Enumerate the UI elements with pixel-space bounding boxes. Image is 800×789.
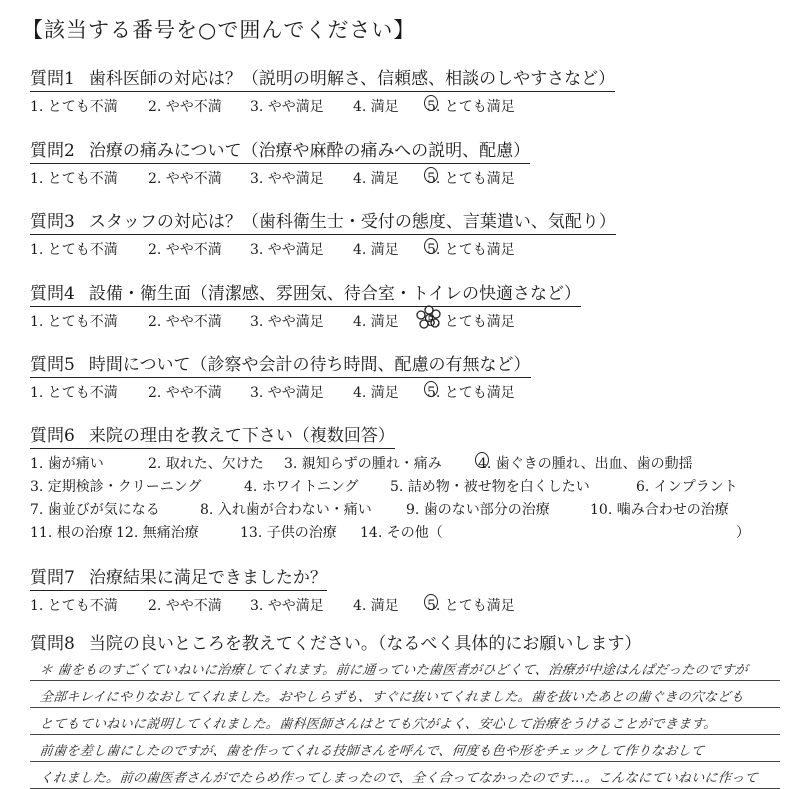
question-title: 質問8 当院の良いところを教えてください。（なるべく具体的にお願いします） [30,634,642,654]
reason-option[interactable]: 10. 噛み合わせの治療 [590,502,729,518]
answer-options [30,382,770,402]
option-3[interactable]: 3. やや満足 [250,314,324,330]
question-8 [30,629,770,656]
option-4[interactable]: 4. 満足 [353,99,399,115]
question-6 [30,421,770,543]
question-title: 質問5 時間について（診察や会計の待ち時間、配慮の有無など） [30,350,531,378]
reason-option[interactable]: 5. 詰め物・被せ物を白くしたい [390,479,590,495]
option-5[interactable]: 5. とても満足 [427,242,515,258]
reason-option[interactable]: 1. 歯が痛い [30,456,104,472]
answer-options [30,311,770,331]
question-title: 質問4 設備・衛生面（清潔感、雰囲気、待合室・トイレの快適さなど） [30,279,581,307]
reason-option[interactable]: 8. 入れ歯が合わない・痛い [200,502,372,518]
reason-option[interactable]: 4. ホワイトニング [244,479,359,495]
option-5[interactable]: 5. とても満足 [427,171,515,187]
question-title: 質問2 治療の痛みについて（治療や麻酔の痛みへの説明、配慮） [30,136,530,164]
option-1[interactable]: 1. とても不満 [30,99,118,115]
question-4 [30,279,770,331]
other-paren-close: ） [736,525,750,541]
question-3 [30,207,770,259]
answer-options [30,168,770,188]
option-5[interactable]: 5. とても満足 [427,99,515,115]
reason-options [30,451,770,543]
option-2[interactable]: 2. やや不満 [148,171,222,187]
reason-option[interactable]: 7. 歯並びが気になる [30,502,160,518]
handwritten-line: とてもていねいに説明してくれました。歯科医師さんはとても穴がよく、安心して治療をうけることができます。 [30,708,780,735]
option-4[interactable]: 4. 満足 [353,598,399,614]
option-1[interactable]: 1. とても不満 [30,385,118,401]
question-2 [30,136,770,188]
question-5 [30,350,770,402]
handwritten-line: くれました。前の歯医者さんがでたらめ作ってしまったので、全く合ってなかったのです…。こんなにていねいに作って [30,762,780,789]
handwritten-line: 全部キレイにやりなおしてくれました。おやしらずも、すぐに抜いてくれました。歯を抜いたあとの歯ぐきの穴なども [30,681,780,708]
reason-option[interactable]: 4. 歯ぐきの腫れ、出血、歯の動揺 [478,456,693,472]
option-1[interactable]: 1. とても不満 [30,171,118,187]
question-title: 質問6 来院の理由を教えて下さい（複数回答） [30,421,395,449]
reason-option[interactable]: 3. 親知らずの腫れ・痛み [284,456,442,472]
answer-options [30,239,770,259]
option-4[interactable]: 4. 満足 [353,314,399,330]
reason-option[interactable]: 12. 無痛治療 [116,525,199,541]
option-3[interactable]: 3. やや満足 [250,598,324,614]
option-5[interactable]: 5. とても満足 [427,598,515,614]
option-1[interactable]: 1. とても不満 [30,242,118,258]
reason-option[interactable]: 11. 根の治療 [30,525,113,541]
option-2[interactable]: 2. やや不満 [148,242,222,258]
answer-options [30,595,770,615]
option-3[interactable]: 3. やや満足 [250,171,324,187]
option-2[interactable]: 2. やや不満 [148,385,222,401]
option-4[interactable]: 4. 満足 [353,385,399,401]
reason-option[interactable]: 6. インプラント [636,479,738,495]
option-5[interactable]: 5. とても満足 [427,385,515,401]
option-4[interactable]: 4. 満足 [353,171,399,187]
page-title: 【該当する番号を○で囲んでください】 [22,18,416,42]
question-title: 質問1 歯科医師の対応は？（説明の明解さ、信頼感、相談のしやすさなど） [30,64,615,92]
question-1 [30,64,770,116]
reason-option[interactable]: 3. 定期検診・クリーニング [30,479,202,495]
question-title: 質問3 スタッフの対応は？（歯科衛生士・受付の態度、言葉遣い、気配り） [30,207,616,235]
option-2[interactable]: 2. やや不満 [148,598,222,614]
reason-option[interactable]: 9. 歯のない部分の治療 [406,502,550,518]
option-3[interactable]: 3. やや満足 [250,99,324,115]
handwritten-line: ＊ 歯をものすごくていねいに治療してくれます。前に通っていた歯医者がひどくて、治療が中途はんぱだったのですが [30,654,780,681]
option-1[interactable]: 1. とても不満 [30,314,118,330]
option-2[interactable]: 2. やや不満 [148,99,222,115]
option-4[interactable]: 4. 満足 [353,242,399,258]
option-1[interactable]: 1. とても不満 [30,598,118,614]
reason-option[interactable]: 2. 取れた、欠けた [148,456,264,472]
reason-option-other[interactable]: 14. その他（ [360,525,443,541]
option-5[interactable]: 5. とても満足 [427,314,515,330]
option-3[interactable]: 3. やや満足 [250,242,324,258]
reason-option[interactable]: 13. 子供の治療 [240,525,337,541]
option-3[interactable]: 3. やや満足 [250,385,324,401]
option-2[interactable]: 2. やや不満 [148,314,222,330]
handwritten-answer [30,654,780,789]
answer-options [30,96,770,116]
question-7 [30,563,770,615]
question-title: 質問7 治療結果に満足できましたか？ [30,563,327,591]
handwritten-line: 前歯を差し歯にしたのですが、歯を作ってくれる技師さんを呼んで、何度も色や形をチェックして作りなおして [30,735,780,762]
